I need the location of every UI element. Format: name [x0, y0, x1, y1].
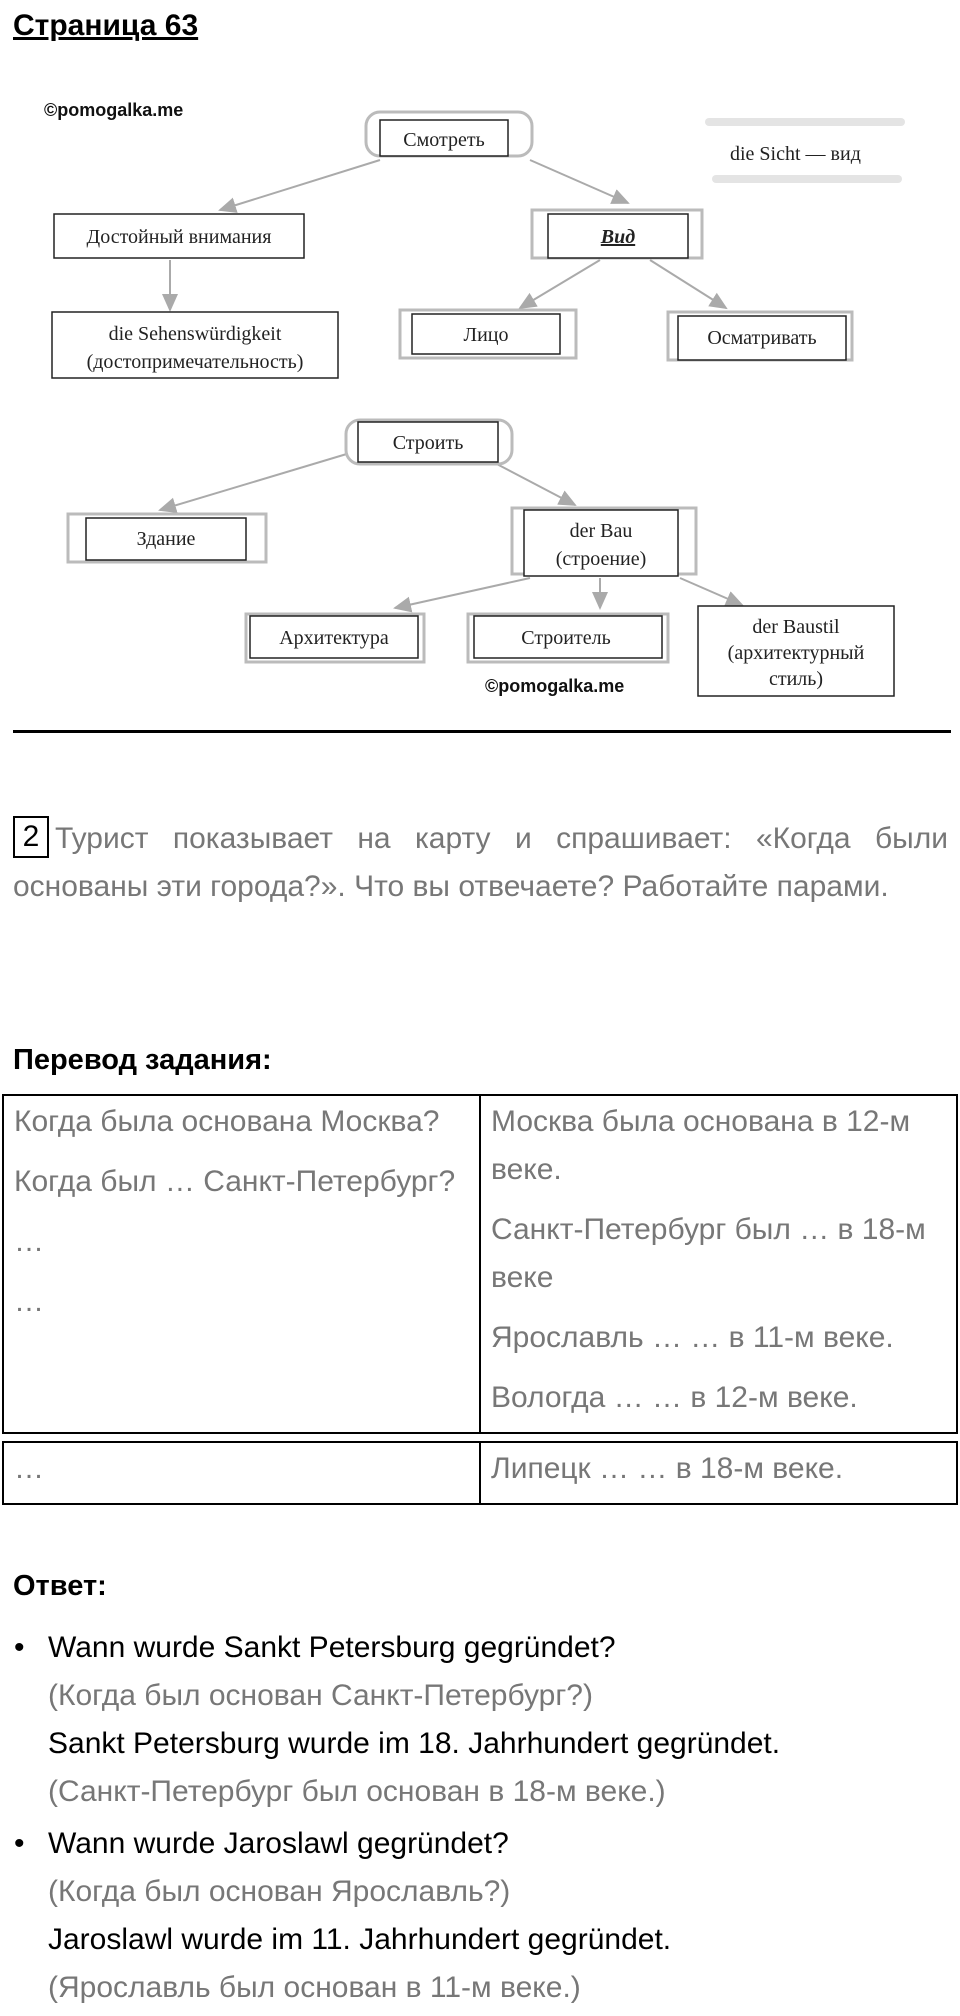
translation-table-continued [2, 1441, 958, 1505]
translation-right-line: Вологда … … в 12-м веке. [491, 1381, 858, 1414]
translation-heading: Перевод задания: [13, 1044, 272, 1076]
word-tree-diagram [0, 80, 960, 720]
question-ru: (Когда был основан Ярославль?) [48, 1875, 511, 1908]
node-sehens-line1: die Sehenswürdigkeit [108, 323, 282, 345]
node-litso [400, 310, 576, 358]
node-stroitel-label: Строитель [521, 627, 611, 649]
node-stroitel [468, 614, 668, 662]
translation-left-cell: … [3, 1442, 480, 1504]
node-sehens [52, 312, 338, 378]
node-vid-label: Вид [600, 226, 636, 248]
question-de: Wann wurde Jaroslawl gegründet? [48, 1827, 509, 1860]
node-dostoiny-label: Достойный внимания [86, 226, 272, 248]
translation-left-line: Когда была основана Москва? [14, 1105, 440, 1138]
node-litso-label: Лицо [463, 324, 509, 346]
answer-ru: (Санкт-Петербург был основан в 18-м веке.) [48, 1775, 666, 1808]
table-row [3, 1442, 957, 1504]
translation-right-line: Санкт-Петербург был … в 18-м веке [491, 1213, 926, 1294]
node-der-bau [512, 508, 696, 576]
watermark-bottom: ©pomogalka.me [485, 676, 625, 696]
section-divider [13, 730, 951, 733]
translation-right-line: Москва была основана в 12-м веке. [491, 1105, 911, 1186]
node-der-baustil [698, 606, 894, 696]
node-smotret [366, 112, 532, 156]
task-paragraph [13, 815, 948, 911]
node-der-bau-line1: der Bau [569, 520, 633, 542]
question-ru: (Когда был основан Санкт-Петербург?) [48, 1679, 593, 1712]
translation-right-line: Ярославль … … в 11-м веке. [491, 1321, 894, 1354]
hint-text: die Sicht — вид [730, 143, 861, 165]
node-stroit [346, 420, 512, 464]
translation-right-cell: Липецк … … в 18-м веке. [480, 1442, 957, 1504]
answer-list [12, 1624, 942, 2016]
node-osmatrivat-label: Осматривать [707, 327, 817, 349]
translation-left-line: Когда был … Санкт-Петербург? [14, 1165, 456, 1198]
answer-de: Sankt Petersburg wurde im 18. Jahrhundert gegründet. [48, 1727, 781, 1760]
answer-heading: Ответ: [13, 1570, 107, 1602]
translation-left-line: … [14, 1225, 44, 1258]
node-sehens-line2: (достопримечательность) [86, 351, 304, 373]
table-row [3, 1095, 957, 1433]
node-baustil-line1: der Baustil [752, 616, 840, 638]
list-item [12, 1624, 942, 1816]
question-de: Wann wurde Sankt Petersburg gegründet? [48, 1631, 616, 1664]
bullet-icon: • [14, 1631, 25, 1664]
hint-label [705, 118, 905, 183]
node-arkhitektura [246, 614, 424, 662]
translation-left-line: … [14, 1285, 44, 1318]
node-vid [532, 210, 702, 258]
node-baustil-line3: стиль) [768, 668, 824, 690]
translation-right-cell [480, 1095, 957, 1433]
node-smotret-label: Смотреть [403, 129, 485, 151]
node-osmatrivat [668, 312, 852, 360]
bullet-icon: • [14, 1827, 25, 1860]
watermark-top: ©pomogalka.me [44, 100, 184, 120]
node-zdanie [68, 514, 266, 562]
list-item [12, 1820, 942, 2012]
task-number: 2 [13, 816, 49, 858]
page-title: Страница 63 [13, 9, 199, 42]
node-stroit-label: Строить [392, 432, 464, 454]
node-der-bau-line2: (строение) [555, 548, 647, 570]
node-arkhitektura-label: Архитектура [279, 627, 389, 649]
node-baustil-line2: (архитектурный [727, 642, 865, 664]
node-dostoiny [54, 214, 304, 258]
answer-de: Jaroslawl wurde im 11. Jahrhundert gegründet. [48, 1923, 672, 1956]
translation-left-cell [3, 1095, 480, 1433]
task-text: Турист показывает на карту и спрашивает: «Когда были основаны эти города?». Что вы отвечаете? Работайте парами. [13, 822, 948, 903]
translation-table [2, 1094, 958, 1434]
node-zdanie-label: Здание [136, 528, 196, 550]
answer-ru: (Ярославль был основан в 11-м веке.) [48, 1971, 581, 2004]
